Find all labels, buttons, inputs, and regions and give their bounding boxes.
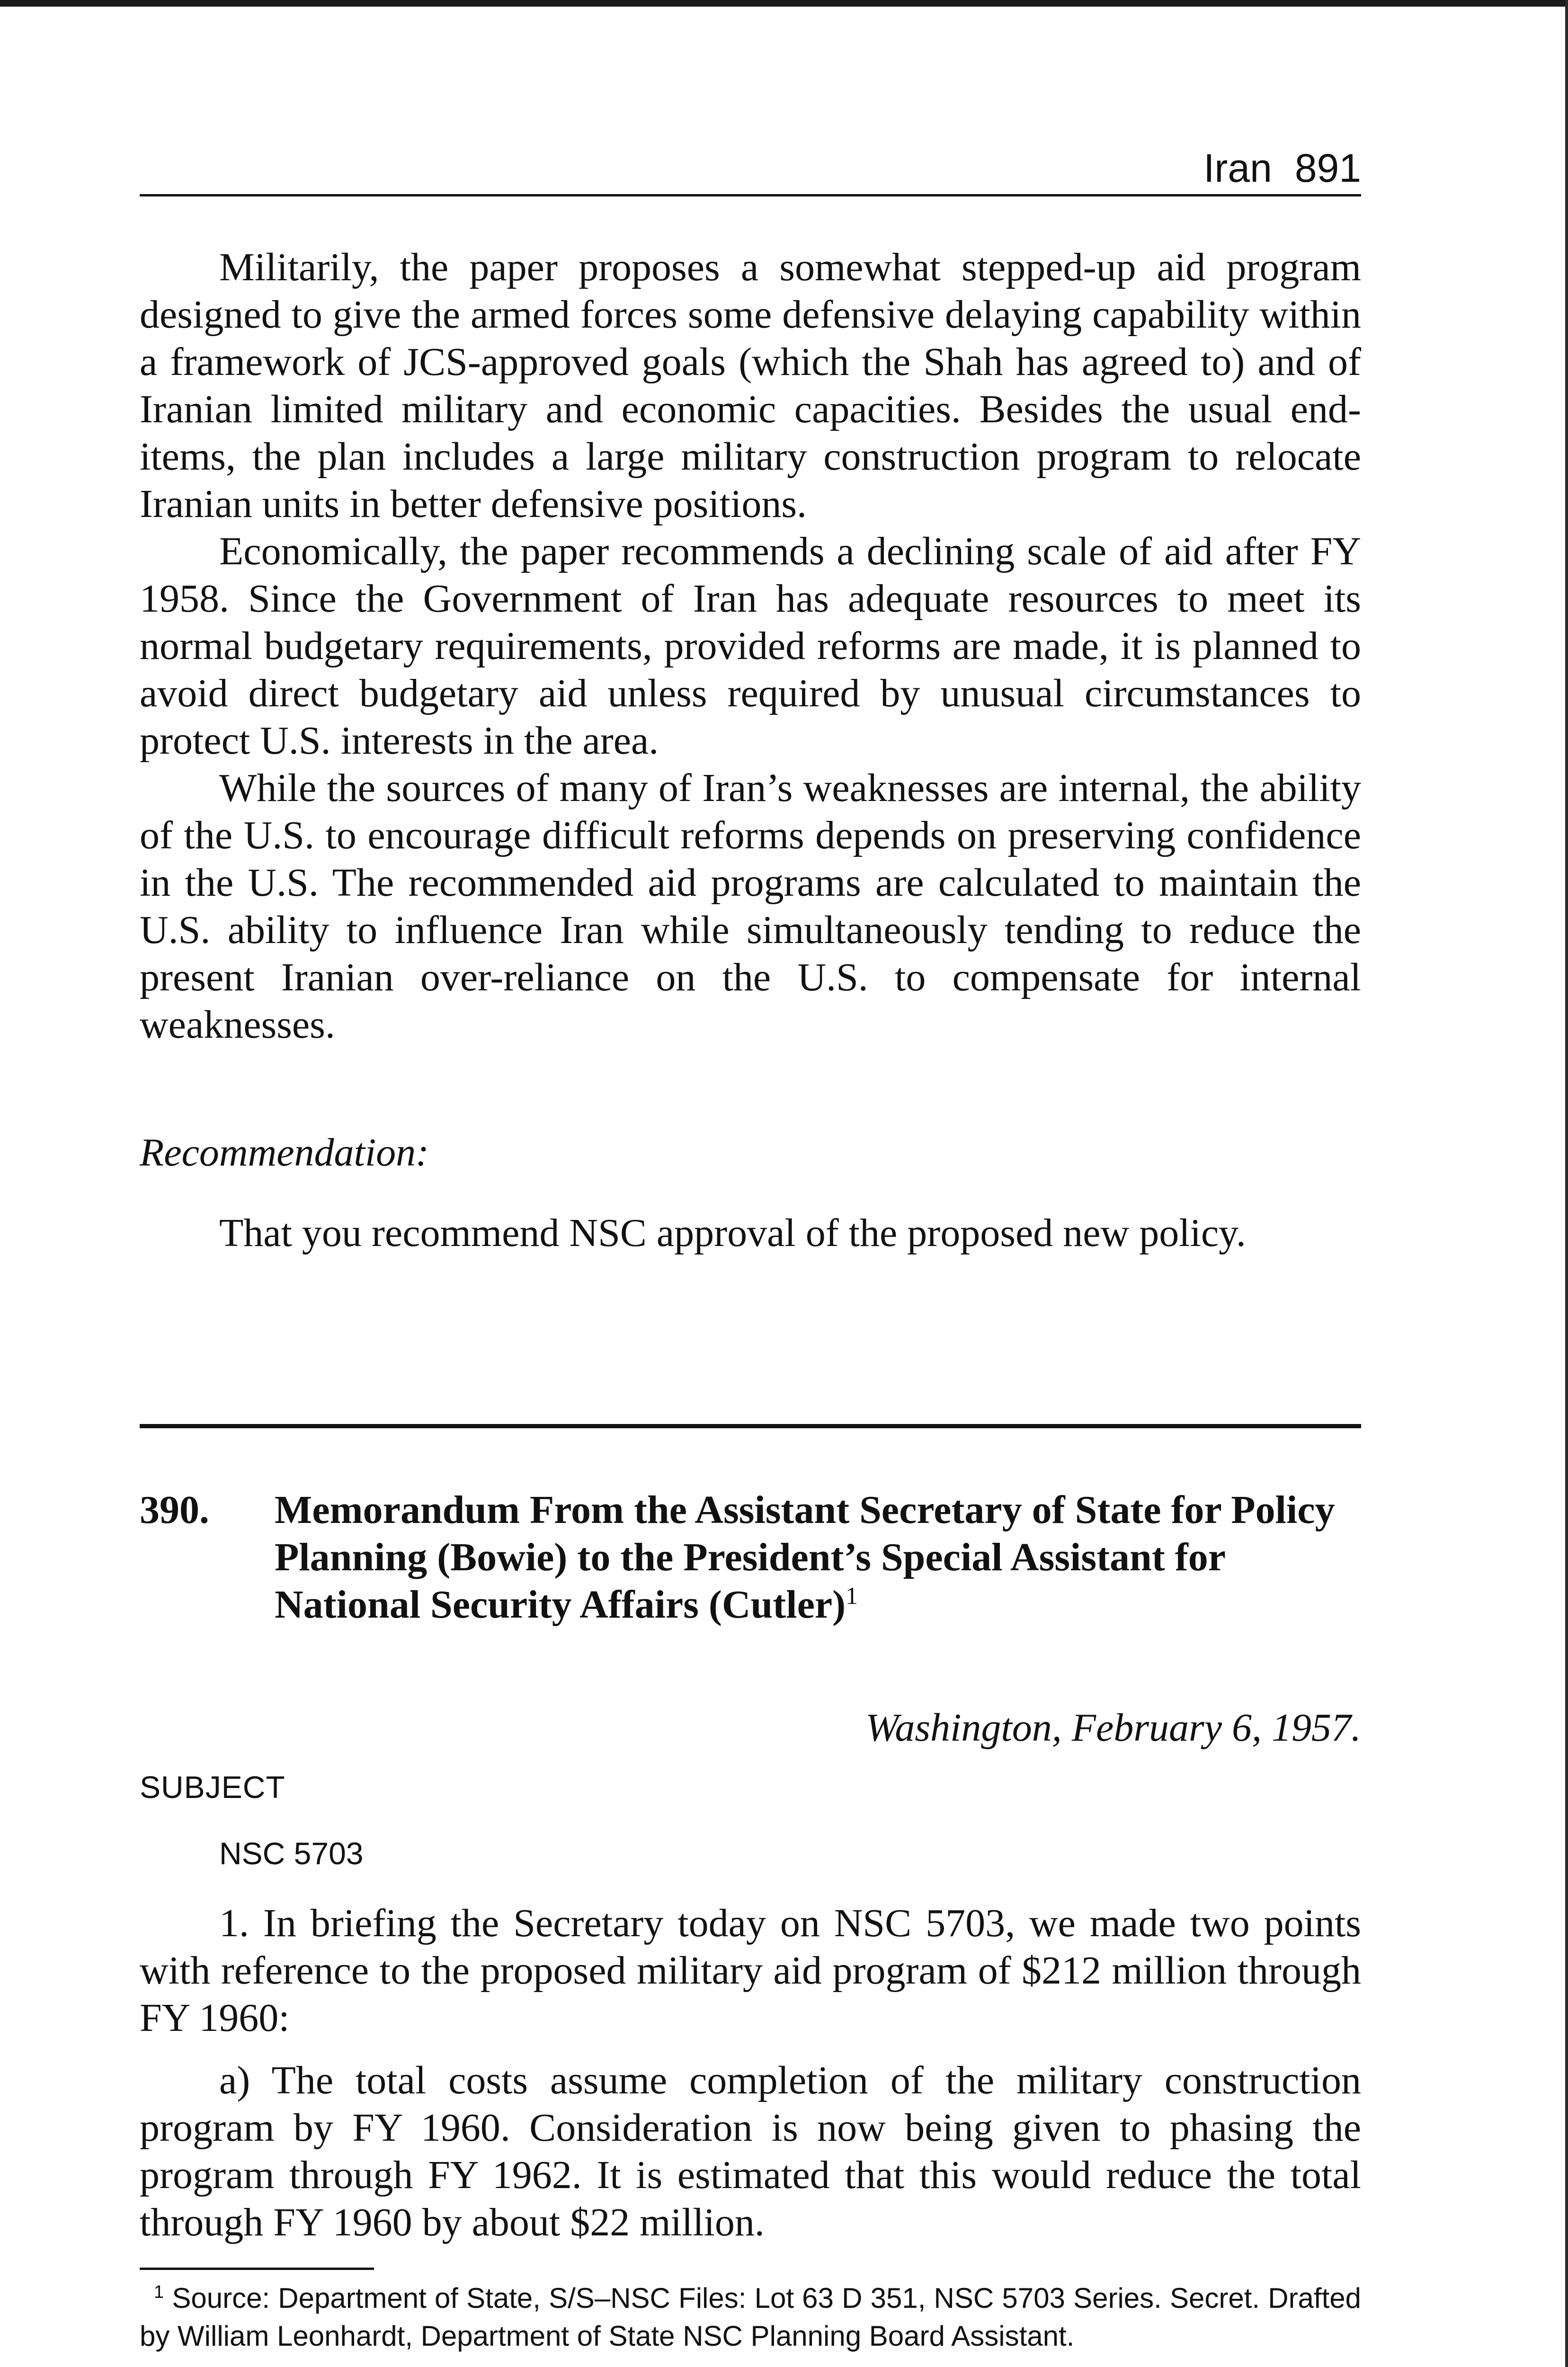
page-edge-right: [1565, 0, 1568, 2367]
footnote-text: Source: Department of State, S/S–NSC Files: Lot 63 D 351, NSC 5703 Series. Secret. Drafted by William Leonhardt, Department of State NSC Planning Board Assistant.: [140, 2282, 1362, 2352]
page-edge-top: [0, 0, 1568, 7]
subject-label: SUBJECT: [140, 1770, 285, 1805]
recommendation-text: That you recommend NSC approval of the proposed new policy.: [219, 1211, 1246, 1255]
memo-paragraph-1: 1. In briefing the Secretary today on NSC 5703, we made two points with reference to the proposed military aid program of $212 million through FY 1960:: [140, 1901, 1361, 2040]
dateline: Washington, February 6, 1957.: [865, 1706, 1361, 1750]
document-title: [275, 1486, 1363, 1628]
page-number: 891: [1294, 146, 1361, 190]
running-head: [140, 144, 1361, 196]
memo-body-sub: [140, 2057, 1361, 2246]
running-head-title: Iran: [1203, 146, 1272, 190]
paragraph-weaknesses: While the sources of many of Iran’s weaknesses are internal, the ability of the U.S. to encourage difficult reforms depends on preserving confidence in the U.S. The recommended aid programs are calculated to maintain the U.S. ability to influence Iran while simultaneously tending to reduce the present Iranian over-reliance on the U.S. to compensate for internal weaknesses.: [140, 766, 1361, 1047]
document-number: 390.: [140, 1488, 209, 1532]
footnote-reference[interactable]: 1: [846, 1583, 858, 1610]
recommendation-label: Recommendation:: [140, 1130, 429, 1175]
paragraph-economic: Economically, the paper recommends a declining scale of aid after FY 1958. Since the Government of Iran has adequate resources to meet its normal budgetary requirements, provided reforms are made, it is planned to avoid direct budgetary aid unless required by unusual circumstances to protect U.S. interests in the area.: [140, 529, 1361, 763]
paragraph-military: Militarily, the paper proposes a somewhat stepped-up aid program designed to give the armed forces some defensive delaying capability within a framework of JCS-approved goals (which the Shah has agreed to) and of Iranian limited military and economic capacities. Besides the usual end-items, the plan includes a large military construction program to relocate Iranian units in better defensive positions.: [140, 245, 1361, 526]
subject-value: NSC 5703: [219, 1836, 364, 1871]
footnote: [140, 2279, 1361, 2355]
footnote-marker: 1: [154, 2282, 164, 2302]
top-section-body: [140, 244, 1361, 1049]
footnote-rule: [140, 2268, 374, 2270]
memo-paragraph-a: a) The total costs assume completion of the military construction program by FY 1960. Consideration is now being given to phasing the program through FY 1962. It is estimated that this would reduce the total through FY 1960 by about $22 million.: [140, 2058, 1361, 2244]
memo-body: [140, 1900, 1361, 2042]
section-divider: [140, 1424, 1361, 1428]
document-title-text: Memorandum From the Assistant Secretary of State for Policy Planning (Bowie) to the President’s Special Assistant for National Security Affairs (Cutler): [275, 1488, 1335, 1627]
